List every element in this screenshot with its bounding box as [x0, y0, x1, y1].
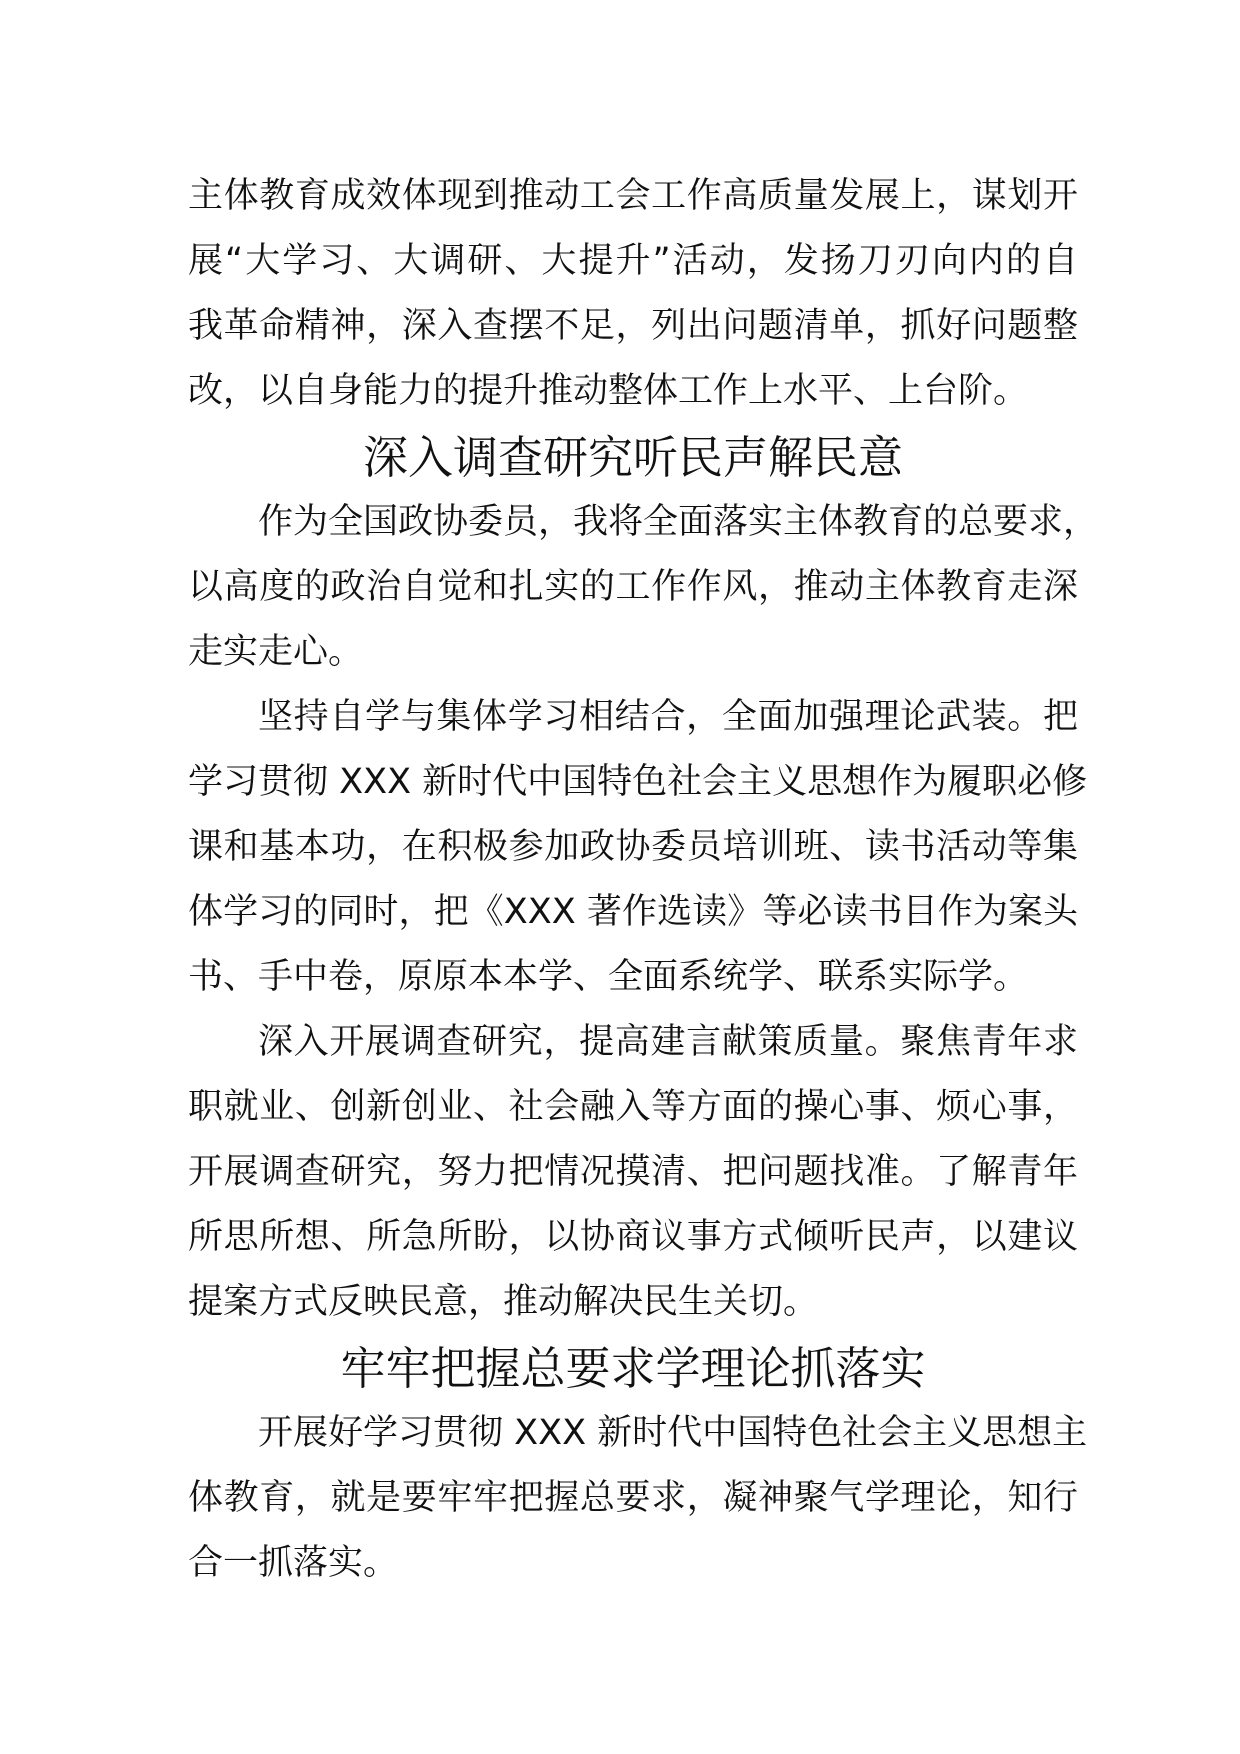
text-line: 我革命精神，深入查摆不足，列出问题清单，抓好问题整 — [188, 306, 1078, 346]
text-line: 体学习的同时，把《XXX 著作选读》等必读书目作为案头 — [188, 892, 1078, 932]
text-line: 提案方式反映民意，推动解决民生关切。 — [188, 1282, 819, 1322]
text-line: 学习贯彻 XXX 新时代中国特色社会主义思想作为履职必修 — [188, 762, 1088, 802]
intro-paragraph — [188, 164, 1078, 424]
text-line: 所思所想、所急所盼，以协商议事方式倾听民声，以建议 — [188, 1217, 1078, 1257]
body-paragraph — [188, 490, 1099, 685]
text-line: 作为全国政协委员，我将全面落实主体教育的总要求， — [258, 502, 1099, 542]
text-line: 走实走心。 — [188, 632, 364, 672]
text-line: 课和基本功，在积极参加政协委员培训班、读书活动等集 — [188, 827, 1078, 867]
body-paragraph — [188, 1401, 1088, 1596]
text-line: 坚持自学与集体学习相结合，全面加强理论武装。把 — [258, 697, 1078, 737]
text-line: 深入开展调查研究，提高建言献策质量。聚焦青年求 — [258, 1022, 1078, 1062]
section-heading: 深入调查研究听民声解民意 — [362, 431, 903, 484]
text-line: 展“大学习、大调研、大提升”活动，发扬刀刃向内的自 — [188, 241, 1078, 281]
text-line: 主体教育成效体现到推动工会工作高质量发展上，谋划开 — [188, 176, 1078, 216]
text-line: 书、手中卷，原原本本学、全面系统学、联系实际学。 — [188, 957, 1029, 997]
text-line: 体教育，就是要牢牢把握总要求，凝神聚气学理论，知行 — [188, 1478, 1078, 1518]
text-line: 改，以自身能力的提升推动整体工作上水平、上台阶。 — [188, 371, 1029, 411]
body-paragraph — [188, 1010, 1078, 1335]
document-body — [188, 164, 1099, 1596]
text-line: 职就业、创新创业、社会融入等方面的操心事、烦心事， — [188, 1087, 1078, 1127]
section-heading: 牢牢把握总要求学理论抓落实 — [340, 1342, 926, 1395]
body-paragraph — [188, 685, 1088, 1010]
text-line: 合一抓落实。 — [188, 1543, 399, 1583]
text-line: 以高度的政治自觉和扎实的工作作风，推动主体教育走深 — [188, 567, 1078, 607]
text-line: 开展好学习贯彻 XXX 新时代中国特色社会主义思想主 — [258, 1413, 1088, 1453]
text-line: 开展调查研究，努力把情况摸清、把问题找准。了解青年 — [188, 1152, 1078, 1192]
